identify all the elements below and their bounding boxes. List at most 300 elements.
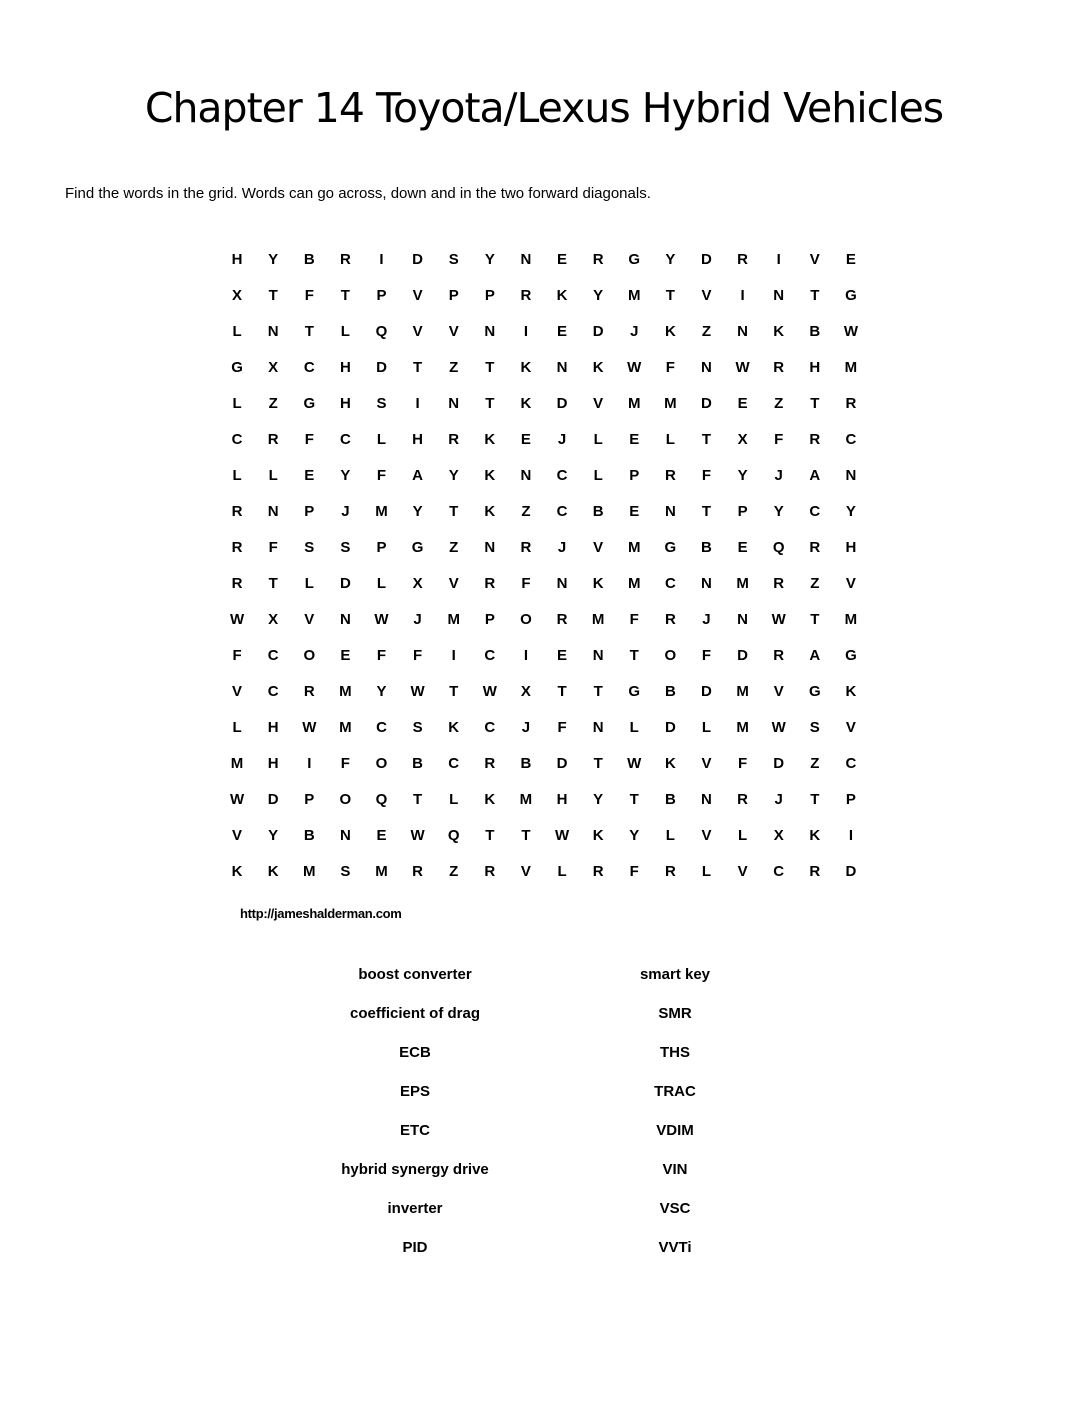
grid-letter: H xyxy=(845,538,857,556)
grid-letter: K xyxy=(845,682,857,700)
grid-letter: M xyxy=(736,682,749,700)
grid-letter: D xyxy=(376,358,387,376)
grid-letter: F xyxy=(304,430,314,448)
grid-letter: R xyxy=(520,538,532,556)
grid-letter: F xyxy=(376,646,387,664)
grid-letter: N xyxy=(484,322,496,340)
grid-letter: B xyxy=(412,754,424,772)
grid-letter: B xyxy=(664,682,676,700)
grid-letter: V xyxy=(232,682,243,700)
grid-letter: D xyxy=(701,394,712,412)
grid-letter: T xyxy=(304,322,314,340)
grid-letter: V xyxy=(448,322,459,340)
grid-letter: W xyxy=(302,718,317,736)
grid-letter: M xyxy=(628,574,641,592)
grid-letter: D xyxy=(339,574,351,592)
grid-letter: K xyxy=(484,790,496,808)
grid-letter: R xyxy=(303,682,315,700)
grid-letter: R xyxy=(448,430,460,448)
grid-letter: F xyxy=(340,754,350,772)
grid-letter: D xyxy=(664,718,676,736)
grid-letter: T xyxy=(557,682,567,700)
grid-letter: T xyxy=(485,394,495,412)
source-url: http://jameshalderman.com xyxy=(240,906,402,921)
grid-letter: F xyxy=(521,574,531,592)
grid-letter: V xyxy=(773,682,784,700)
word-item: PID xyxy=(402,1239,428,1256)
grid-letter: I xyxy=(307,754,312,772)
grid-letter: Y xyxy=(376,682,387,700)
grid-letter: I xyxy=(379,250,384,268)
grid-letter: E xyxy=(557,322,568,340)
grid-letter: V xyxy=(845,718,856,736)
grid-letter: K xyxy=(484,466,496,484)
grid-letter: C xyxy=(267,682,279,700)
grid-letter: C xyxy=(845,430,857,448)
grid-letter: T xyxy=(593,682,603,700)
grid-letter: R xyxy=(737,250,748,268)
grid-letter: M xyxy=(591,610,605,628)
grid-letter: L xyxy=(232,394,242,412)
grid-letter: Y xyxy=(340,466,351,484)
grid-letter: V xyxy=(593,538,604,556)
grid-letter: Z xyxy=(774,394,784,412)
grid-letter: S xyxy=(412,718,423,736)
grid-letter: P xyxy=(845,790,856,808)
grid-letter: G xyxy=(231,358,243,376)
grid-letter: T xyxy=(665,286,675,304)
grid-letter: I xyxy=(451,646,456,664)
grid-letter: W xyxy=(554,826,570,844)
instructions-text: Find the words in the grid. Words can go across, down and in the two forward diagonals. xyxy=(65,185,651,202)
grid-letter: D xyxy=(737,646,748,664)
grid-letter: R xyxy=(773,358,785,376)
grid-letter: X xyxy=(773,826,784,844)
grid-letter: F xyxy=(268,538,278,556)
grid-letter: L xyxy=(593,430,603,448)
grid-letter: M xyxy=(447,610,460,628)
grid-letter: Z xyxy=(449,538,459,556)
grid-letter: K xyxy=(520,394,532,412)
grid-letter: Y xyxy=(448,466,459,484)
grid-letter: N xyxy=(267,502,279,520)
grid-letter: L xyxy=(340,322,350,340)
grid-letter: V xyxy=(737,862,748,880)
grid-letter: R xyxy=(231,574,243,592)
grid-letter: Z xyxy=(701,322,712,340)
grid-letter: P xyxy=(737,502,748,520)
grid-letter: C xyxy=(303,358,315,376)
grid-letter: Y xyxy=(268,250,279,268)
grid-letter: S xyxy=(809,718,820,736)
grid-letter: Y xyxy=(665,250,676,268)
grid-letter: I xyxy=(776,250,781,268)
grid-letter: S xyxy=(340,862,351,880)
grid-letter: M xyxy=(519,790,533,808)
grid-letter: L xyxy=(304,574,314,592)
grid-letter: G xyxy=(628,250,641,268)
grid-letter: F xyxy=(665,358,675,376)
grid-letter: V xyxy=(593,394,604,412)
grid-letter: B xyxy=(520,754,532,772)
grid-letter: B xyxy=(701,538,712,556)
grid-letter: P xyxy=(629,466,640,484)
word-item: VIN xyxy=(662,1161,688,1178)
grid-letter: G xyxy=(303,394,316,412)
grid-letter: Z xyxy=(810,574,820,592)
grid-letter: N xyxy=(701,358,712,376)
grid-letter: O xyxy=(339,790,352,808)
grid-letter: R xyxy=(267,430,279,448)
grid-letter: N xyxy=(448,394,460,412)
grid-letter: H xyxy=(339,358,351,376)
grid-letter: W xyxy=(410,826,425,844)
grid-letter: N xyxy=(737,322,748,340)
grid-letter: X xyxy=(232,286,243,304)
grid-letter: D xyxy=(267,790,279,808)
grid-letter: F xyxy=(413,646,423,664)
grid-letter: D xyxy=(556,754,568,772)
grid-letter: H xyxy=(231,250,243,268)
grid-letter: G xyxy=(845,646,857,664)
grid-letter: J xyxy=(702,610,711,628)
grid-letter: T xyxy=(485,826,495,844)
grid-letter: N xyxy=(737,610,748,628)
grid-letter: K xyxy=(592,358,604,376)
grid-letter: D xyxy=(412,250,424,268)
grid-letter: F xyxy=(557,718,567,736)
grid-letter: Z xyxy=(521,502,531,520)
grid-letter: E xyxy=(340,646,351,664)
grid-letter: H xyxy=(556,790,568,808)
grid-letter: V xyxy=(412,286,423,304)
grid-letter: N xyxy=(592,646,604,664)
grid-letter: R xyxy=(592,862,604,880)
grid-letter: T xyxy=(701,502,712,520)
grid-letter: H xyxy=(339,394,351,412)
grid-letter: T xyxy=(629,646,639,664)
grid-letter: T xyxy=(810,286,820,304)
grid-letter: D xyxy=(845,862,857,880)
grid-letter: L xyxy=(593,466,603,484)
word-item: coefficient of drag xyxy=(349,1005,480,1022)
grid-letter: Y xyxy=(629,826,640,844)
grid-letter: W xyxy=(410,682,425,700)
grid-letter: S xyxy=(304,538,315,556)
grid-letter: V xyxy=(701,286,712,304)
grid-letter: Z xyxy=(449,862,459,880)
grid-letter: R xyxy=(484,862,496,880)
grid-letter: Q xyxy=(375,790,388,808)
word-item: SMR xyxy=(658,1005,692,1022)
grid-letter: V xyxy=(304,610,315,628)
grid-letter: H xyxy=(267,754,279,772)
grid-letter: K xyxy=(664,322,676,340)
grid-letter: V xyxy=(448,574,459,592)
grid-letter: I xyxy=(415,394,420,412)
grid-letter: C xyxy=(664,574,676,592)
grid-letter: T xyxy=(340,286,350,304)
word-search-grid xyxy=(219,241,869,889)
grid-letter: F xyxy=(304,286,314,304)
grid-letter: M xyxy=(230,754,244,772)
grid-letter: K xyxy=(592,826,604,844)
grid-letter: K xyxy=(773,322,785,340)
word-list xyxy=(285,955,805,1267)
grid-letter: D xyxy=(701,682,712,700)
grid-letter: L xyxy=(557,862,567,880)
grid-letter: D xyxy=(773,754,785,772)
grid-letter: R xyxy=(773,646,785,664)
grid-letter: C xyxy=(231,430,243,448)
grid-letter: R xyxy=(484,754,496,772)
grid-letter: R xyxy=(664,610,676,628)
grid-letter: K xyxy=(664,754,676,772)
word-item: VVTi xyxy=(658,1239,692,1256)
grid-letter: Y xyxy=(484,250,495,268)
grid-letter: J xyxy=(774,790,783,808)
grid-letter: Q xyxy=(447,826,460,844)
grid-letter: E xyxy=(737,394,748,412)
grid-letter: C xyxy=(448,754,460,772)
word-item: inverter xyxy=(387,1200,443,1217)
grid-letter: T xyxy=(810,790,820,808)
grid-letter: T xyxy=(413,358,423,376)
grid-letter: P xyxy=(376,286,387,304)
grid-letter: H xyxy=(267,718,279,736)
grid-letter: E xyxy=(557,646,568,664)
grid-letter: A xyxy=(809,466,821,484)
grid-letter: F xyxy=(629,610,639,628)
grid-letter: T xyxy=(521,826,531,844)
grid-letter: R xyxy=(845,394,857,412)
grid-letter: S xyxy=(376,394,387,412)
grid-letter: R xyxy=(592,250,604,268)
grid-letter: N xyxy=(339,826,351,844)
grid-letter: N xyxy=(592,718,604,736)
grid-letter: O xyxy=(303,646,316,664)
grid-letter: M xyxy=(844,610,858,628)
grid-letter: K xyxy=(484,502,496,520)
grid-letter: F xyxy=(701,466,712,484)
grid-letter: E xyxy=(629,430,640,448)
grid-letter: L xyxy=(629,718,639,736)
grid-letter: I xyxy=(523,322,529,340)
grid-letter: R xyxy=(339,250,351,268)
grid-letter: W xyxy=(771,610,786,628)
grid-letter: T xyxy=(268,574,278,592)
grid-letter: J xyxy=(341,502,350,520)
grid-letter: T xyxy=(268,286,278,304)
grid-letter: N xyxy=(773,286,785,304)
grid-letter: T xyxy=(593,754,603,772)
grid-letter: F xyxy=(629,862,639,880)
grid-letter: A xyxy=(412,466,424,484)
grid-letter: R xyxy=(556,610,568,628)
grid-letter: V xyxy=(809,250,820,268)
grid-letter: M xyxy=(736,718,749,736)
grid-letter: M xyxy=(375,862,388,880)
grid-letter: V xyxy=(520,862,531,880)
grid-letter: C xyxy=(484,646,496,664)
grid-letter: M xyxy=(628,538,641,556)
grid-letter: M xyxy=(339,718,352,736)
grid-letter: R xyxy=(773,574,785,592)
grid-letter: C xyxy=(267,646,279,664)
grid-letter: F xyxy=(232,646,242,664)
grid-letter: E xyxy=(520,430,531,448)
grid-letter: L xyxy=(232,466,242,484)
grid-letter: P xyxy=(484,286,495,304)
grid-letter: P xyxy=(304,790,315,808)
word-item: TRAC xyxy=(654,1083,696,1100)
grid-letter: R xyxy=(737,790,748,808)
word-item: ECB xyxy=(399,1044,431,1061)
grid-letter: P xyxy=(448,286,459,304)
grid-letter: V xyxy=(412,322,423,340)
grid-letter: Q xyxy=(772,538,785,556)
grid-letter: K xyxy=(809,826,821,844)
grid-letter: E xyxy=(629,502,640,520)
grid-letter: I xyxy=(523,646,529,664)
word-item: VSC xyxy=(659,1200,691,1217)
grid-letter: D xyxy=(592,322,604,340)
grid-letter: S xyxy=(340,538,351,556)
grid-letter: I xyxy=(740,286,745,304)
grid-letter: X xyxy=(268,610,279,628)
grid-letter: Y xyxy=(593,286,604,304)
grid-letter: V xyxy=(845,574,856,592)
grid-letter: W xyxy=(229,610,245,628)
grid-letter: R xyxy=(412,862,424,880)
grid-letter: C xyxy=(845,754,857,772)
grid-letter: M xyxy=(628,394,641,412)
grid-letter: X xyxy=(412,574,423,592)
grid-letter: K xyxy=(520,358,532,376)
grid-letter: K xyxy=(448,718,460,736)
grid-letter: B xyxy=(592,502,604,520)
grid-letter: L xyxy=(738,826,748,844)
grid-letter: F xyxy=(738,754,748,772)
grid-letter: E xyxy=(557,250,568,268)
grid-letter: Z xyxy=(810,754,820,772)
grid-letter: R xyxy=(664,466,676,484)
grid-letter: T xyxy=(629,790,639,808)
grid-letter: T xyxy=(449,502,459,520)
grid-letter: B xyxy=(809,322,821,340)
grid-letter: C xyxy=(339,430,351,448)
grid-letter: X xyxy=(737,430,748,448)
grid-letter: M xyxy=(375,502,388,520)
grid-letter: N xyxy=(664,502,676,520)
grid-letter: J xyxy=(774,466,783,484)
grid-letter: K xyxy=(484,430,496,448)
grid-letter: C xyxy=(556,502,568,520)
grid-letter: W xyxy=(843,322,858,340)
grid-letter: R xyxy=(520,286,532,304)
word-item: ETC xyxy=(400,1122,430,1139)
grid-letter: F xyxy=(701,646,712,664)
grid-letter: Z xyxy=(268,394,278,412)
grid-letter: X xyxy=(268,358,279,376)
grid-letter: E xyxy=(304,466,315,484)
grid-letter: R xyxy=(231,502,243,520)
grid-letter: C xyxy=(376,718,387,736)
grid-letter: N xyxy=(484,538,496,556)
grid-letter: G xyxy=(845,286,857,304)
grid-letter: Y xyxy=(268,826,279,844)
grid-letter: C xyxy=(484,718,496,736)
grid-letter: X xyxy=(520,682,531,700)
grid-letter: M xyxy=(664,394,677,412)
grid-letter: R xyxy=(231,538,243,556)
grid-letter: J xyxy=(557,538,567,556)
grid-letter: G xyxy=(411,538,424,556)
grid-letter: T xyxy=(810,610,820,628)
grid-letter: P xyxy=(484,610,495,628)
grid-letter: L xyxy=(449,790,459,808)
grid-letter: W xyxy=(627,754,642,772)
grid-letter: R xyxy=(809,862,821,880)
word-item: VDIM xyxy=(656,1122,694,1139)
grid-letter: K xyxy=(231,862,243,880)
grid-letter: C xyxy=(773,862,785,880)
grid-letter: B xyxy=(303,250,315,268)
grid-letter: T xyxy=(701,430,712,448)
grid-letter: L xyxy=(701,718,712,736)
grid-letter: C xyxy=(809,502,821,520)
grid-letter: W xyxy=(627,358,642,376)
grid-letter: M xyxy=(303,862,316,880)
grid-letter: L xyxy=(701,862,712,880)
grid-letter: Y xyxy=(737,466,748,484)
grid-letter: V xyxy=(701,826,712,844)
grid-letter: J xyxy=(521,718,531,736)
grid-letter: L xyxy=(268,466,278,484)
grid-letter: W xyxy=(482,682,497,700)
grid-letter: N xyxy=(845,466,857,484)
grid-letter: T xyxy=(413,790,423,808)
grid-letter: W xyxy=(771,718,786,736)
grid-letter: R xyxy=(664,862,676,880)
grid-letter: N xyxy=(556,574,568,592)
grid-letter: T xyxy=(810,394,820,412)
grid-letter: M xyxy=(736,574,749,592)
grid-letter: F xyxy=(376,466,387,484)
grid-letter: G xyxy=(664,538,677,556)
page-title: Chapter 14 Toyota/Lexus Hybrid Vehicles xyxy=(144,84,944,132)
grid-letter: Q xyxy=(375,322,388,340)
grid-letter: G xyxy=(808,682,821,700)
grid-letter: H xyxy=(412,430,424,448)
grid-letter: J xyxy=(630,322,639,340)
grid-letter: S xyxy=(448,250,459,268)
grid-letter: R xyxy=(809,430,821,448)
grid-letter: W xyxy=(735,358,750,376)
grid-letter: B xyxy=(303,826,315,844)
grid-letter: Z xyxy=(449,358,459,376)
word-item: boost converter xyxy=(358,966,472,983)
grid-letter: H xyxy=(809,358,821,376)
grid-letter: N xyxy=(520,466,532,484)
grid-letter: N xyxy=(701,790,712,808)
grid-letter: F xyxy=(774,430,784,448)
grid-letter: K xyxy=(267,862,279,880)
grid-letter: L xyxy=(665,826,675,844)
grid-letter: A xyxy=(809,646,821,664)
grid-letter: L xyxy=(232,718,242,736)
grid-letter: L xyxy=(232,322,242,340)
